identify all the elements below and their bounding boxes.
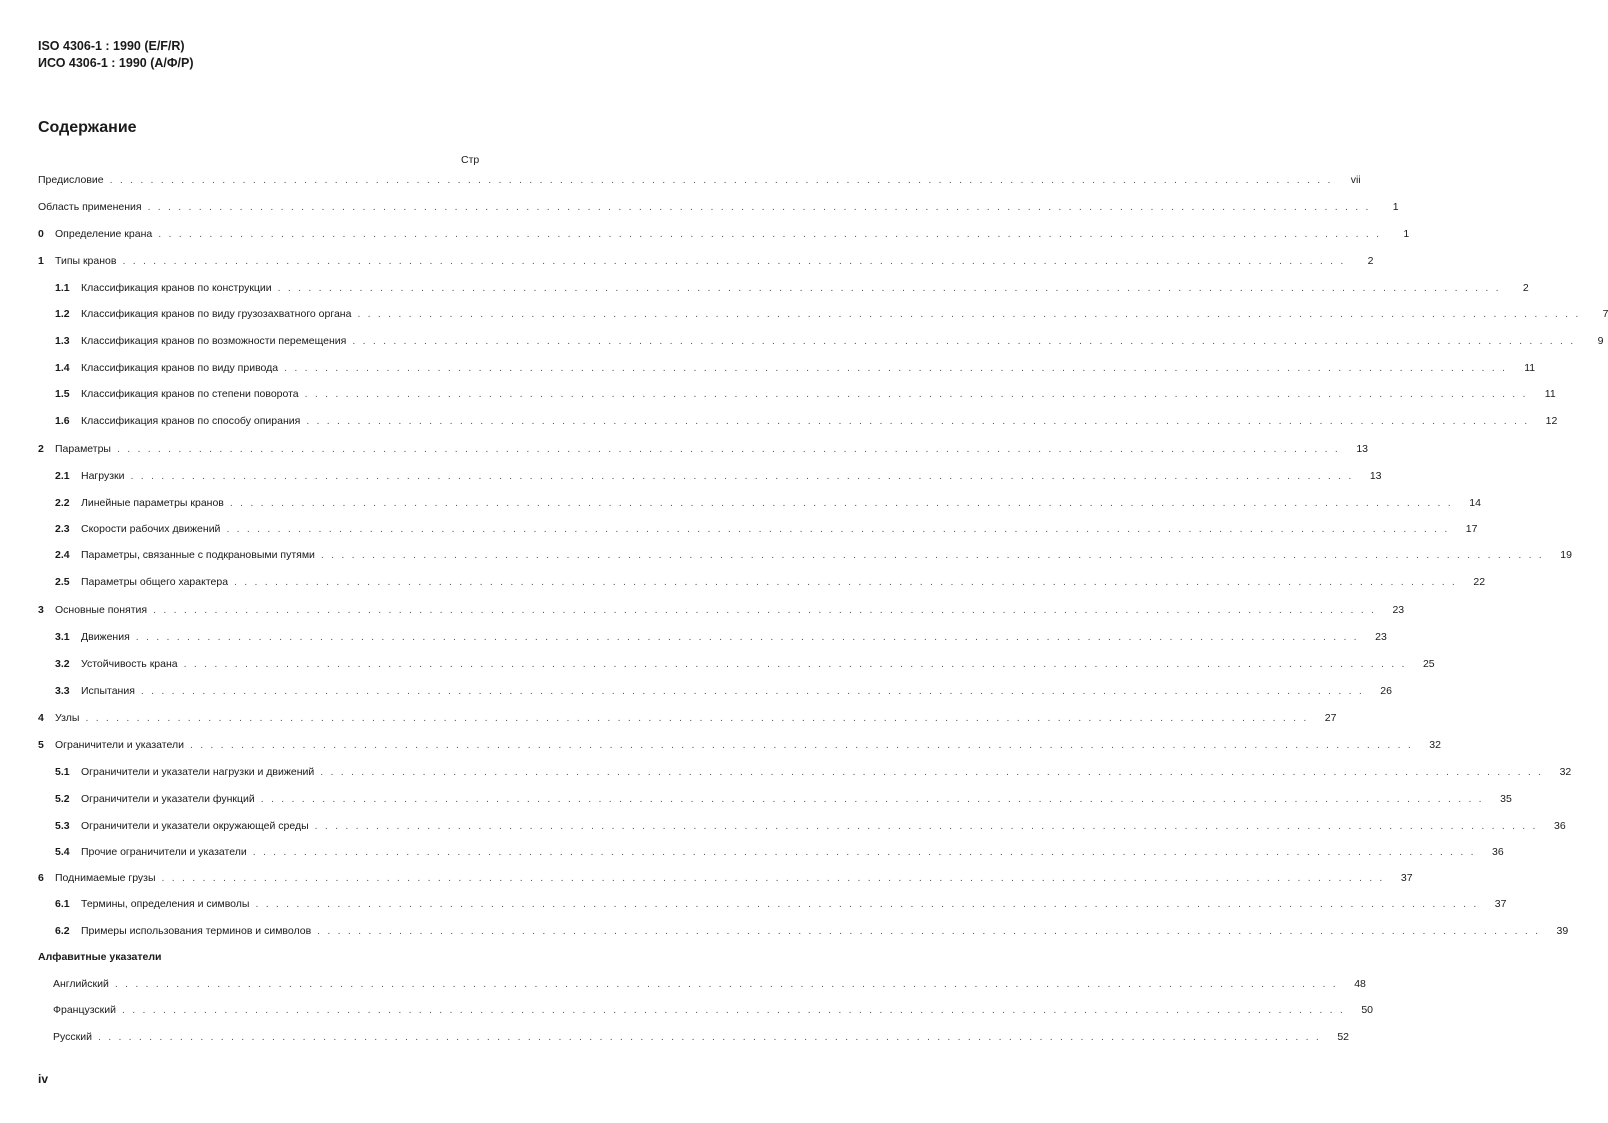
toc-entry[interactable] [55, 576, 1486, 590]
toc-entry-label: Типы кранов [55, 255, 117, 267]
toc-entry-page: 1 [1403, 228, 1410, 240]
toc-entry-number: 2.2 [55, 497, 70, 509]
toc-entry-label: Прочие ограничители и указатели [81, 846, 247, 858]
toc-entry-page: 7 [1602, 308, 1608, 320]
toc-entry-page: 2 [1367, 255, 1374, 267]
toc-entry-page: 23 [1392, 604, 1405, 616]
toc-entry-number: 2.3 [55, 523, 70, 535]
toc-entry-number: 2.4 [55, 549, 70, 561]
toc-entry-page: 9 [1597, 335, 1604, 347]
toc-entry[interactable] [55, 793, 1512, 807]
dot-leader: . . . . . . . . . . . . . . . . . . . . . . . . . . . . . . . . . . . . . . . . . . . . . . . . . . . . . . . . . . . . . . . . . . . . . . . . . . . . . . . . . . . . . . . . . . . . . . . . . . . . . . . . . . . . . . . . . . . . . . . . [153, 604, 1377, 616]
toc-entry-number: 6 [38, 872, 44, 884]
alpha-index-entry[interactable] [53, 1031, 1349, 1045]
dot-leader: . . . . . . . . . . . . . . . . . . . . . . . . . . . . . . . . . . . . . . . . . . . . . . . . . . . . . . . . . . . . . . . . . . . . . . . . . . . . . . . . . . . . . . . . . . . . . . . . . . . . . . . . . . . . . . . . . . . . . . . . [130, 470, 1354, 482]
toc-entry[interactable] [55, 898, 1507, 912]
toc-entry-number: 4 [38, 712, 44, 724]
toc-entry-page: 13 [1369, 470, 1382, 482]
page-number-footer: iv [38, 1072, 49, 1086]
alpha-index-page: 50 [1361, 1004, 1374, 1016]
dot-leader: . . . . . . . . . . . . . . . . . . . . . . . . . . . . . . . . . . . . . . . . . . . . . . . . . . . . . . . . . . . . . . . . . . . . . . . . . . . . . . . . . . . . . . . . . . . . . . . . . . . . . . . . . . . . . . . . . . . . . . . . [183, 658, 1407, 670]
toc-entry-number: 1.3 [55, 335, 70, 347]
toc-entry-label: Движения [81, 631, 130, 643]
toc-entry[interactable] [55, 549, 1572, 563]
toc-entry-label: Ограничители и указатели окружающей среды [81, 820, 309, 832]
toc-entry-page: 2 [1522, 282, 1529, 294]
toc-entry-label: Классификация кранов по конструкции [81, 282, 272, 294]
toc-entry[interactable] [55, 362, 1536, 376]
toc-entry[interactable] [38, 228, 1410, 242]
header-line-iso: ISO 4306-1 : 1990 (E/F/R) [38, 39, 185, 53]
toc-entry[interactable] [38, 443, 1369, 457]
alpha-index-page: 52 [1337, 1031, 1349, 1043]
header-line-iso-ru: ИСО 4306-1 : 1990 (А/Ф/Р) [38, 56, 194, 70]
toc-entry-number: 2.1 [55, 470, 70, 482]
alpha-index-label: Английский [53, 978, 109, 990]
toc-entry[interactable] [38, 255, 1374, 269]
dot-leader: . . . . . . . . . . . . . . . . . . . . . . . . . . . . . . . . . . . . . . . . . . . . . . . . . . . . . . . . . . . . . . . . . . . . . . . . . . . . . . . . . . . . . . . . . . . . . . . . . . . . . . . . . . . . . . . . . . . . . . . . [352, 335, 1576, 347]
dot-leader: . . . . . . . . . . . . . . . . . . . . . . . . . . . . . . . . . . . . . . . . . . . . . . . . . . . . . . . . . . . . . . . . . . . . . . . . . . . . . . . . . . . . . . . . . . . . . . . . . . . . . . . . . . . . . . . . . . . . . . . . [189, 739, 1413, 751]
toc-entry[interactable] [55, 335, 1604, 349]
dot-leader: . . . . . . . . . . . . . . . . . . . . . . . . . . . . . . . . . . . . . . . . . . . . . . . . . . . . . . . . . . . . . . . . . . . . . . . . . . . . . . . . . . . . . . . . . . . . . . . . . . . . . . . . . . . . . . . . . . . . . . . . [306, 415, 1530, 427]
toc-entry-number: 3.2 [55, 658, 70, 670]
toc-entry-number: 1 [38, 255, 44, 267]
alpha-index-heading: Алфавитные указатели [38, 951, 162, 963]
toc-entry-page: 11 [1544, 388, 1556, 400]
toc-entry-page: 27 [1324, 712, 1337, 724]
dot-leader: . . . . . . . . . . . . . . . . . . . . . . . . . . . . . . . . . . . . . . . . . . . . . . . . . . . . . . . . . . . . . . . . . . . . . . . . . . . . . . . . . . . . . . . . . . . . . . . . . . . . . . . . . . . . . . . . . . . . . . . . [229, 497, 1453, 509]
toc-entry-number: 3.3 [55, 685, 70, 697]
toc-entry[interactable] [55, 820, 1566, 834]
toc-entry-page: 32 [1429, 739, 1441, 751]
toc-entry[interactable] [55, 308, 1608, 322]
toc-entry-page: 17 [1465, 523, 1478, 535]
toc-entry-page: 26 [1380, 685, 1392, 697]
toc-entry-page: 1 [1392, 201, 1399, 213]
dot-leader: . . . . . . . . . . . . . . . . . . . . . . . . . . . . . . . . . . . . . . . . . . . . . . . . . . . . . . . . . . . . . . . . . . . . . . . . . . . . . . . . . . . . . . . . . . . . . . . . . . . . . . . . . . . . . . . . . . . . . . . . [122, 255, 1346, 267]
toc-entry-page: vii [1350, 174, 1361, 186]
toc-entry-label: Классификация кранов по виду привода [81, 362, 279, 374]
toc-entry-label: Ограничители и указатели нагрузки и движений [81, 766, 315, 778]
toc-entry[interactable] [55, 766, 1572, 780]
toc-entry-page: 11 [1524, 362, 1536, 374]
toc-entry[interactable] [55, 925, 1569, 939]
toc-entry-page: 14 [1469, 497, 1481, 509]
toc-entry-number: 5 [38, 739, 44, 751]
dot-leader: . . . . . . . . . . . . . . . . . . . . . . . . . . . . . . . . . . . . . . . . . . . . . . . . . . . . . . . . . . . . . . . . . . . . . . . . . . . . . . . . . . . . . . . . . . . . . . . . . . . . . . . . . . . . . . . . . . . . . . . . [97, 1031, 1321, 1043]
toc-entry[interactable] [55, 846, 1504, 860]
toc-entry[interactable] [38, 739, 1441, 753]
toc-entry-page: 25 [1422, 658, 1435, 670]
toc-entry[interactable] [38, 201, 1399, 215]
toc-entry-page: 23 [1375, 631, 1387, 643]
toc-entry[interactable] [55, 497, 1481, 511]
alpha-index-label: Русский [53, 1031, 92, 1043]
dot-leader: . . . . . . . . . . . . . . . . . . . . . . . . . . . . . . . . . . . . . . . . . . . . . . . . . . . . . . . . . . . . . . . . . . . . . . . . . . . . . . . . . . . . . . . . . . . . . . . . . . . . . . . . . . . . . . . . . . . . . . . . [116, 443, 1341, 455]
toc-entry-number: 3.1 [55, 631, 70, 643]
dot-leader: . . . . . . . . . . . . . . . . . . . . . . . . . . . . . . . . . . . . . . . . . . . . . . . . . . . . . . . . . . . . . . . . . . . . . . . . . . . . . . . . . . . . . . . . . . . . . . . . . . . . . . . . . . . . . . . . . . . . . . . . [158, 228, 1382, 240]
toc-entry[interactable] [38, 604, 1405, 618]
toc-entry-label: Классификация кранов по виду грузозахватного органа [81, 308, 352, 320]
toc-entry-label: Область применения [38, 201, 142, 213]
toc-entry-number: 1.4 [55, 362, 70, 374]
dot-leader: . . . . . . . . . . . . . . . . . . . . . . . . . . . . . . . . . . . . . . . . . . . . . . . . . . . . . . . . . . . . . . . . . . . . . . . . . . . . . . . . . . . . . . . . . . . . . . . . . . . . . . . . . . . . . . . . . . . . . . . . [320, 549, 1544, 561]
toc-entry-number: 5.3 [55, 820, 70, 832]
toc-entry-number: 0 [38, 228, 44, 240]
toc-entry-label: Ограничители и указатели функций [81, 793, 255, 805]
toc-entry-page: 13 [1356, 443, 1369, 455]
toc-entry-label: Параметры [55, 443, 111, 455]
toc-entry-number: 6.1 [55, 898, 70, 910]
toc-entry-number: 1.2 [55, 308, 70, 320]
toc-entry-number: 2 [38, 443, 44, 455]
dot-leader: . . . . . . . . . . . . . . . . . . . . . . . . . . . . . . . . . . . . . . . . . . . . . . . . . . . . . . . . . . . . . . . . . . . . . . . . . . . . . . . . . . . . . . . . . . . . . . . . . . . . . . . . . . . . . . . . . . . . . . . . [234, 576, 1458, 588]
dot-leader: . . . . . . . . . . . . . . . . . . . . . . . . . . . . . . . . . . . . . . . . . . . . . . . . . . . . . . . . . . . . . . . . . . . . . . . . . . . . . . . . . . . . . . . . . . . . . . . . . . . . . . . . . . . . . . . . . . . . . . . . [135, 631, 1359, 643]
toc-entry-label: Поднимаемые грузы [55, 872, 156, 884]
dot-leader: . . . . . . . . . . . . . . . . . . . . . . . . . . . . . . . . . . . . . . . . . . . . . . . . . . . . . . . . . . . . . . . . . . . . . . . . . . . . . . . . . . . . . . . . . . . . . . . . . . . . . . . . . . . . . . . . . . . . . . . . [320, 766, 1544, 778]
toc-entry-label: Скорости рабочих движений [81, 523, 221, 535]
toc-entry-label: Классификация кранов по степени поворота [81, 388, 299, 400]
toc-entry-label: Ограничители и указатели [55, 739, 184, 751]
toc-entry-number: 5.1 [55, 766, 70, 778]
alpha-index-label: Французский [53, 1004, 116, 1016]
dot-leader: . . . . . . . . . . . . . . . . . . . . . . . . . . . . . . . . . . . . . . . . . . . . . . . . . . . . . . . . . . . . . . . . . . . . . . . . . . . . . . . . . . . . . . . . . . . . . . . . . . . . . . . . . . . . . . . . . . . . . . . . [85, 712, 1309, 724]
dot-leader: . . . . . . . . . . . . . . . . . . . . . . . . . . . . . . . . . . . . . . . . . . . . . . . . . . . . . . . . . . . . . . . . . . . . . . . . . . . . . . . . . . . . . . . . . . . . . . . . . . . . . . . . . . . . . . . . . . . . . . . . [357, 308, 1581, 320]
toc-entry-number: 5.4 [55, 846, 70, 858]
dot-leader: . . . . . . . . . . . . . . . . . . . . . . . . . . . . . . . . . . . . . . . . . . . . . . . . . . . . . . . . . . . . . . . . . . . . . . . . . . . . . . . . . . . . . . . . . . . . . . . . . . . . . . . . . . . . . . . . . . . . . . . . [122, 1004, 1346, 1016]
dot-leader: . . . . . . . . . . . . . . . . . . . . . . . . . . . . . . . . . . . . . . . . . . . . . . . . . . . . . . . . . . . . . . . . . . . . . . . . . . . . . . . . . . . . . . . . . . . . . . . . . . . . . . . . . . . . . . . . . . . . . . . . [260, 793, 1484, 805]
toc-entry[interactable] [55, 523, 1478, 537]
page-title: Содержание [38, 119, 137, 136]
toc-entry-page: 19 [1560, 549, 1572, 561]
toc-entry-number: 5.2 [55, 793, 70, 805]
toc-entry[interactable] [55, 658, 1435, 672]
toc-entry-label: Определение крана [55, 228, 153, 240]
toc-entry-label: Основные понятия [55, 604, 148, 616]
toc-entry-number: 1.1 [55, 282, 70, 294]
toc-entry-label: Классификация кранов по возможности перемещения [81, 335, 347, 347]
toc-entry-label: Предисловие [38, 174, 104, 186]
dot-leader: . . . . . . . . . . . . . . . . . . . . . . . . . . . . . . . . . . . . . . . . . . . . . . . . . . . . . . . . . . . . . . . . . . . . . . . . . . . . . . . . . . . . . . . . . . . . . . . . . . . . . . . . . . . . . . . . . . . . . . . . [314, 820, 1538, 832]
toc-entry-number: 2.5 [55, 576, 70, 588]
toc-entry-page: 39 [1556, 925, 1569, 937]
toc-entry[interactable] [55, 685, 1392, 699]
toc-entry-number: 6.2 [55, 925, 70, 937]
toc-entry-number: 1.6 [55, 415, 70, 427]
dot-leader: . . . . . . . . . . . . . . . . . . . . . . . . . . . . . . . . . . . . . . . . . . . . . . . . . . . . . . . . . . . . . . . . . . . . . . . . . . . . . . . . . . . . . . . . . . . . . . . . . . . . . . . . . . . . . . . . . . . . . . . . [161, 872, 1385, 884]
dot-leader: . . . . . . . . . . . . . . . . . . . . . . . . . . . . . . . . . . . . . . . . . . . . . . . . . . . . . . . . . . . . . . . . . . . . . . . . . . . . . . . . . . . . . . . . . . . . . . . . . . . . . . . . . . . . . . . . . . . . . . . . [284, 362, 1508, 374]
dot-leader: . . . . . . . . . . . . . . . . . . . . . . . . . . . . . . . . . . . . . . . . . . . . . . . . . . . . . . . . . . . . . . . . . . . . . . . . . . . . . . . . . . . . . . . . . . . . . . . . . . . . . . . . . . . . . . . . . . . . . . . . [252, 846, 1476, 858]
toc-entry-label: Примеры использования терминов и символов [81, 925, 312, 937]
toc-entry-label: Нагрузки [81, 470, 125, 482]
toc-entry-label: Линейные параметры кранов [81, 497, 224, 509]
toc-entry-label: Классификация кранов по способу опирания [81, 415, 301, 427]
toc-entry-page: 37 [1400, 872, 1413, 884]
dot-leader: . . . . . . . . . . . . . . . . . . . . . . . . . . . . . . . . . . . . . . . . . . . . . . . . . . . . . . . . . . . . . . . . . . . . . . . . . . . . . . . . . . . . . . . . . . . . . . . . . . . . . . . . . . . . . . . . . . . . . . . . [277, 282, 1501, 294]
toc-entry-label: Параметры общего характера [81, 576, 229, 588]
toc-entry-page: 22 [1473, 576, 1486, 588]
toc-entry-page: 37 [1494, 898, 1507, 910]
toc-entry-page: 36 [1553, 820, 1566, 832]
toc-entry-label: Параметры, связанные с подкрановыми путями [81, 549, 315, 561]
dot-leader: . . . . . . . . . . . . . . . . . . . . . . . . . . . . . . . . . . . . . . . . . . . . . . . . . . . . . . . . . . . . . . . . . . . . . . . . . . . . . . . . . . . . . . . . . . . . . . . . . . . . . . . . . . . . . . . . . . . . . . . . [114, 978, 1338, 990]
toc-entry-label: Устойчивость крана [81, 658, 178, 670]
toc-entry-label: Узлы [55, 712, 80, 724]
toc-entry-label: Термины, определения и символы [81, 898, 250, 910]
toc-entry-label: Испытания [81, 685, 135, 697]
page-column-label: Стр [461, 154, 480, 166]
toc-entry-page: 36 [1492, 846, 1504, 858]
toc-entry[interactable] [55, 631, 1387, 645]
toc-entry[interactable] [38, 712, 1337, 726]
toc-entry[interactable] [55, 470, 1382, 484]
toc-entry[interactable] [38, 872, 1413, 886]
document-header [38, 38, 194, 72]
toc-entry[interactable] [55, 388, 1556, 402]
dot-leader: . . . . . . . . . . . . . . . . . . . . . . . . . . . . . . . . . . . . . . . . . . . . . . . . . . . . . . . . . . . . . . . . . . . . . . . . . . . . . . . . . . . . . . . . . . . . . . . . . . . . . . . . . . . . . . . . . . . . . . . . [109, 174, 1333, 186]
alpha-index-page: 48 [1354, 978, 1366, 990]
toc-entry-page: 12 [1545, 415, 1558, 427]
dot-leader: . . . . . . . . . . . . . . . . . . . . . . . . . . . . . . . . . . . . . . . . . . . . . . . . . . . . . . . . . . . . . . . . . . . . . . . . . . . . . . . . . . . . . . . . . . . . . . . . . . . . . . . . . . . . . . . . . . . . . . . . [304, 388, 1528, 400]
dot-leader: . . . . . . . . . . . . . . . . . . . . . . . . . . . . . . . . . . . . . . . . . . . . . . . . . . . . . . . . . . . . . . . . . . . . . . . . . . . . . . . . . . . . . . . . . . . . . . . . . . . . . . . . . . . . . . . . . . . . . . . . [226, 523, 1450, 535]
alpha-index-entry[interactable] [53, 978, 1366, 992]
toc-entry[interactable] [55, 415, 1558, 429]
dot-leader: . . . . . . . . . . . . . . . . . . . . . . . . . . . . . . . . . . . . . . . . . . . . . . . . . . . . . . . . . . . . . . . . . . . . . . . . . . . . . . . . . . . . . . . . . . . . . . . . . . . . . . . . . . . . . . . . . . . . . . . . [255, 898, 1479, 910]
toc-entry-number: 1.5 [55, 388, 70, 400]
dot-leader: . . . . . . . . . . . . . . . . . . . . . . . . . . . . . . . . . . . . . . . . . . . . . . . . . . . . . . . . . . . . . . . . . . . . . . . . . . . . . . . . . . . . . . . . . . . . . . . . . . . . . . . . . . . . . . . . . . . . . . . . [147, 201, 1371, 213]
toc-entry-number: 3 [38, 604, 44, 616]
dot-leader: . . . . . . . . . . . . . . . . . . . . . . . . . . . . . . . . . . . . . . . . . . . . . . . . . . . . . . . . . . . . . . . . . . . . . . . . . . . . . . . . . . . . . . . . . . . . . . . . . . . . . . . . . . . . . . . . . . . . . . . . [140, 685, 1364, 697]
toc-entry-page: 32 [1559, 766, 1572, 778]
dot-leader: . . . . . . . . . . . . . . . . . . . . . . . . . . . . . . . . . . . . . . . . . . . . . . . . . . . . . . . . . . . . . . . . . . . . . . . . . . . . . . . . . . . . . . . . . . . . . . . . . . . . . . . . . . . . . . . . . . . . . . . . [317, 925, 1541, 937]
toc-entry-page: 35 [1500, 793, 1512, 805]
toc-entry[interactable] [38, 174, 1361, 188]
alpha-index-entry[interactable] [53, 1004, 1374, 1018]
toc-entry[interactable] [55, 282, 1529, 296]
